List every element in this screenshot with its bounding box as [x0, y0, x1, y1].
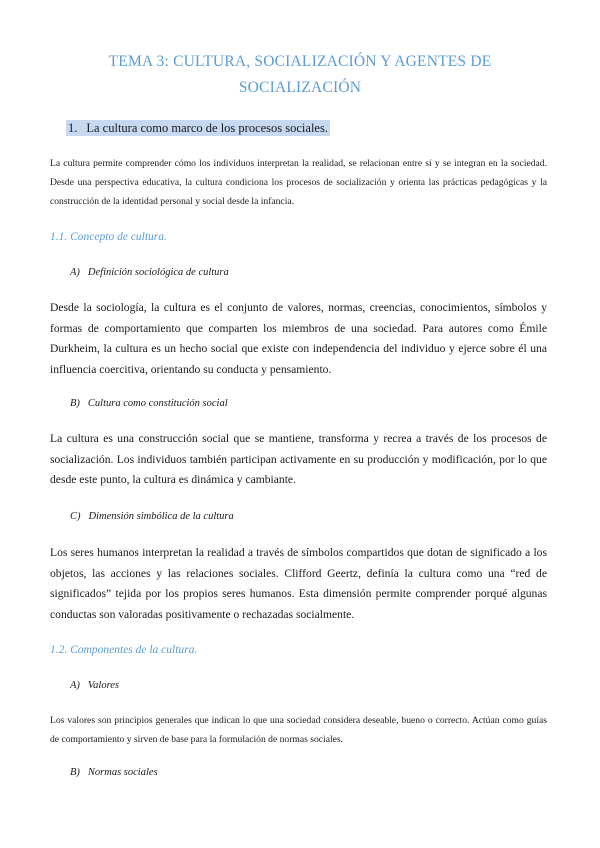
comp-a-letter: A) — [70, 680, 80, 691]
item-a-heading — [70, 266, 229, 280]
subsection-1-2-heading: 1.2. Componentes de la cultura. — [50, 644, 198, 656]
item-c-heading — [70, 510, 234, 524]
item-a-letter: A) — [70, 267, 80, 278]
document-title — [60, 49, 540, 101]
comp-a-title: Valores — [87, 680, 120, 691]
comp-b-heading — [70, 766, 158, 780]
item-c-letter: C) — [70, 511, 81, 522]
comp-b-letter: B) — [70, 767, 80, 778]
item-c-paragraph: Los seres humanos interpretan la realidad a través de símbolos compartidos que dotan de significado a los objetos, las acciones y las relaciones sociales. Clifford Geertz, definía la cultura como una “red de significados” tejida por los propios seres humanos. Esta dimensión permite comprender porqué algunas conductas son valoradas positivamente o rechazadas socialmente. — [50, 546, 547, 621]
item-b-title: Cultura como constitución social — [87, 398, 228, 409]
item-c-title: Dimensión simbólica de la cultura — [88, 511, 234, 522]
intro-paragraph: La cultura permite comprender cómo los individuos interpretan la realidad, se relacionan entre sí y se integran en la sociedad. Desde una perspectiva educativa, la cultura condiciona los procesos de socialización y orienta las prácticas pedagógicas y la construcción de la identidad personal y social desde la infancia. — [50, 158, 547, 207]
subsection-1-1-heading: 1.1. Concepto de cultura. — [50, 231, 167, 243]
comp-b-title: Normas sociales — [87, 767, 158, 778]
item-b-paragraph: La cultura es una construcción social que se mantiene, transforma y recrea a través de los procesos de socialización. Los individuos también participan activamente en su producción y modificación, por lo que desde este punto, la cultura es dinámica y cambiante. — [50, 432, 547, 486]
comp-a-heading — [70, 679, 119, 693]
section-1-title: La cultura como marco de los procesos sociales. — [86, 121, 328, 135]
item-b-heading — [70, 397, 228, 411]
title-line-1: TEMA 3: CULTURA, SOCIALIZACIÓN Y AGENTES DE — [108, 53, 492, 70]
item-a-paragraph: Desde la sociología, la cultura es el conjunto de valores, normas, creencias, conocimientos, símbolos y formas de comportamiento que comparten los miembros de una sociedad. Para autores como Émile Durkheim, la cultura es un hecho social que existe con independencia del individuo y ejerce sobre él una influencia coercitiva, orientando su conducta y pensamiento. — [50, 301, 547, 376]
section-1-heading — [66, 120, 330, 136]
section-1-number: 1. — [68, 121, 78, 135]
comp-a-paragraph: Los valores son principios generales que indican lo que una sociedad considera deseable, bueno o correcto. Actúan como guías de comportamiento y sirven de base para la formulación de normas sociales. — [50, 715, 547, 745]
item-a-title: Definición sociológica de cultura — [87, 267, 229, 278]
item-b-letter: B) — [70, 398, 80, 409]
title-line-2: SOCIALIZACIÓN — [238, 79, 362, 96]
